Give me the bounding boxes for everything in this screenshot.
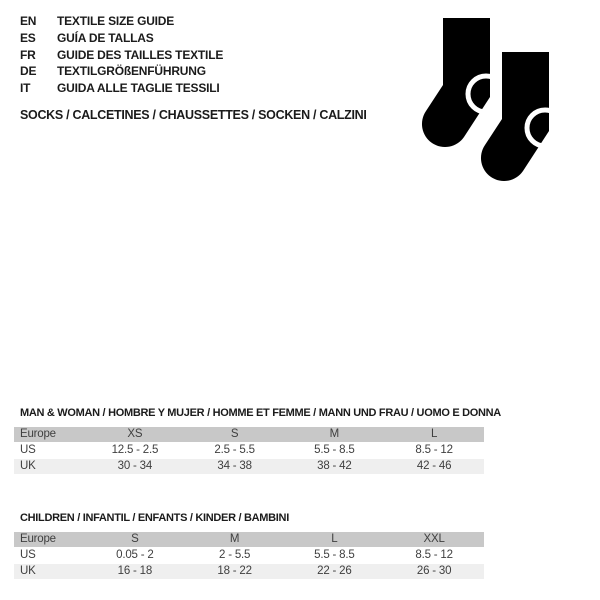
language-code: IT: [20, 81, 31, 96]
size-cell: 16 - 18: [117, 565, 153, 577]
size-cell: 34 - 38: [217, 460, 252, 472]
table-row-uk: [14, 564, 484, 579]
column-header-m: M: [329, 428, 340, 440]
language-code: ES: [20, 30, 36, 45]
row-label: US: [20, 549, 36, 561]
language-row-es: [20, 30, 223, 47]
children-table-header-row: [14, 532, 484, 547]
size-cell: 2 - 5.5: [219, 549, 251, 561]
category-line: SOCKS / CALCETINES / CHAUSSETTES / SOCKEN / CALZINI: [20, 108, 367, 122]
column-header-m: M: [229, 533, 240, 545]
column-header-l: L: [331, 533, 338, 545]
column-header-s: S: [230, 428, 239, 440]
sock-front: [481, 52, 555, 181]
adult-table-title: MAN & WOMAN / HOMBRE Y MUJER / HOMME ET FEMME / MANN UND FRAU / UOMO E DONNA: [20, 407, 501, 419]
adult-size-table: [14, 406, 501, 475]
adult-table-header-row: [14, 427, 484, 442]
size-cell: 22 - 26: [317, 565, 352, 577]
size-cell: 30 - 34: [117, 460, 153, 472]
language-row-en: [20, 13, 223, 30]
column-header-xs: XS: [127, 428, 143, 440]
size-cell: 26 - 30: [416, 565, 452, 577]
language-title: GUIDE DES TAILLES TEXTILE: [57, 47, 224, 62]
language-code: FR: [20, 47, 36, 62]
language-row-fr: [20, 47, 223, 64]
language-list: [20, 13, 223, 97]
size-cell: 12.5 - 2.5: [111, 444, 159, 456]
size-cell: 0.05 - 2: [116, 549, 154, 561]
language-row-de: [20, 63, 223, 80]
size-cell: 18 - 22: [217, 565, 252, 577]
size-cell: 5.5 - 8.5: [314, 444, 355, 456]
language-code: EN: [20, 14, 37, 28]
row-label: UK: [20, 565, 36, 577]
language-title: GUIDA ALLE TAGLIE TESSILI: [57, 81, 220, 96]
size-cell: 5.5 - 8.5: [314, 549, 355, 561]
language-title: TEXTILGRÖßENFÜHRUNG: [57, 64, 206, 79]
column-header-l: L: [431, 428, 438, 440]
size-cell: 2.5 - 5.5: [214, 444, 255, 456]
children-table-title: CHILDREN / INFANTIL / ENFANTS / KINDER / BAMBINI: [20, 512, 289, 524]
sock-back: [422, 18, 504, 147]
column-header-s: S: [131, 533, 139, 545]
size-cell: 8.5 - 12: [415, 444, 453, 456]
language-title: GUÍA DE TALLAS: [57, 30, 154, 45]
socks-icon: [405, 17, 555, 202]
size-cell: 8.5 - 12: [415, 549, 453, 561]
size-cell: 42 - 46: [416, 460, 452, 472]
row-label: UK: [20, 460, 36, 472]
column-header-xxl: XXL: [423, 533, 445, 545]
language-title: TEXTILE SIZE GUIDE: [57, 14, 175, 28]
row-label: US: [20, 444, 36, 456]
column-header-europe: Europe: [20, 428, 56, 440]
column-header-europe: Europe: [20, 533, 56, 545]
language-code: DE: [20, 64, 37, 79]
table-row-uk: [14, 459, 484, 474]
table-row-us: [14, 443, 484, 458]
size-cell: 38 - 42: [317, 460, 352, 472]
language-row-it: [20, 80, 223, 97]
table-row-us: [14, 548, 484, 563]
children-size-table: [14, 511, 484, 580]
